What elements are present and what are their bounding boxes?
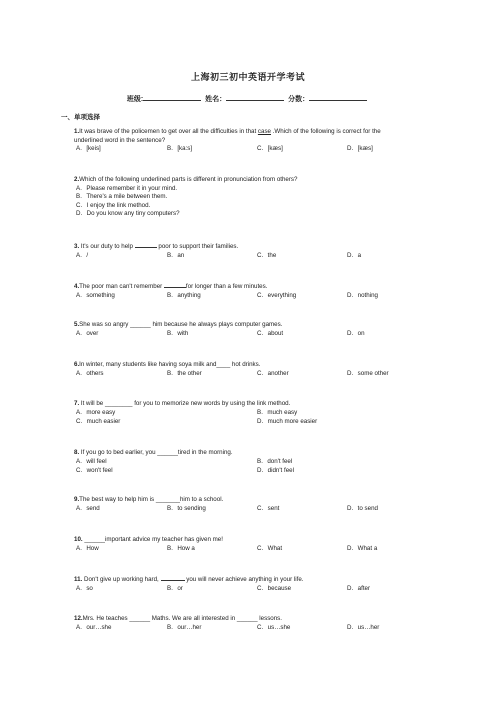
question-12: [74, 615, 404, 633]
option-d[interactable]: D．to send: [347, 504, 378, 512]
question-stem: [74, 615, 404, 624]
question-stem: [74, 282, 404, 292]
options: [74, 145, 404, 154]
question-stem: [74, 575, 404, 585]
option-a[interactable]: A．How: [76, 544, 99, 552]
option-b[interactable]: B．or: [167, 584, 183, 592]
option-d[interactable]: D．some other: [347, 369, 389, 377]
option-c[interactable]: C．won't feel: [76, 466, 113, 474]
question-stem: [74, 242, 404, 252]
option-d[interactable]: D．a: [347, 251, 362, 259]
option-d[interactable]: D．on: [347, 329, 365, 337]
option-d[interactable]: D．us…her: [347, 623, 380, 631]
option-a[interactable]: A．Please remember it in your mind.: [76, 184, 178, 192]
option-a[interactable]: A．will feel: [76, 457, 107, 465]
question-stem: [74, 176, 404, 185]
question-2: [74, 176, 404, 219]
question-number: 12.: [74, 615, 83, 622]
question-7: [74, 400, 404, 427]
option-d[interactable]: D．Do you know any tiny computers?: [76, 210, 180, 217]
option-b[interactable]: B．our…her: [167, 623, 202, 631]
question-number: 1.: [74, 128, 80, 135]
option-d[interactable]: D．after: [347, 584, 371, 592]
section-heading: 一、单项选择: [61, 114, 100, 121]
question-number: 10.: [74, 536, 83, 543]
question-stem: [74, 496, 404, 505]
question-number: 7.: [74, 400, 80, 407]
stem-text: ______important advice my teacher has given me!: [82, 536, 223, 543]
class-label: 班级:: [126, 96, 144, 103]
options-row-1: [74, 458, 404, 467]
question-9: [74, 496, 404, 514]
question-number: 2.: [74, 176, 80, 183]
options: [74, 624, 404, 633]
answer-blank: [164, 282, 186, 288]
option-c[interactable]: C．sent: [257, 504, 280, 512]
option-a[interactable]: A．our…she: [76, 623, 112, 631]
option-c[interactable]: C．much easier: [76, 417, 121, 425]
options-row-2: [74, 467, 404, 476]
option-a[interactable]: A．more easy: [76, 408, 116, 416]
question-stem: [74, 536, 404, 545]
stem-text: for longer than a few minutes.: [185, 283, 268, 290]
page-title: 上海初三初中英语开学考试: [190, 72, 305, 82]
option-a[interactable]: A．send: [76, 504, 100, 512]
options: [74, 292, 404, 301]
stem-text: It's our duty to help: [79, 243, 135, 250]
option-d[interactable]: D．[kæs]: [347, 145, 373, 152]
stem-text: Don't give up working hard,: [82, 576, 161, 583]
score-blank[interactable]: [309, 94, 367, 101]
stem-text: The best way to help him is _______him to a school.: [79, 496, 224, 503]
option-a[interactable]: A．over: [76, 329, 99, 337]
question-10: [74, 536, 404, 554]
stem-text: you will never achieve anything in your life.: [184, 576, 304, 583]
question-stem: [74, 128, 404, 145]
question-number: 9.: [74, 496, 80, 503]
options: [74, 585, 404, 594]
option-c[interactable]: C．about: [257, 329, 284, 337]
option-c[interactable]: C．the: [257, 251, 277, 259]
stem-text: Which of the following underlined parts is different in pronunciation from others?: [79, 176, 298, 183]
question-number: 4.: [74, 283, 80, 290]
option-b[interactable]: B．There's a mile between them.: [76, 193, 168, 200]
option-b[interactable]: B．anything: [167, 291, 201, 299]
question-number: 8.: [74, 449, 80, 456]
question-3: [74, 242, 404, 261]
option-b[interactable]: B．to sending: [167, 504, 206, 512]
question-number: 5.: [74, 321, 80, 328]
stem-text: .Which of the following is correct for the underlined word in the sentence?: [74, 128, 381, 144]
option-c[interactable]: C．What: [257, 544, 283, 552]
stem-text: It was brave of the policemen to get over all the difficulties in that: [79, 128, 258, 135]
question-number: 3.: [74, 243, 80, 250]
stem-text: She was so angry ______ him because he always plays computer games.: [79, 321, 283, 328]
option-c[interactable]: C．another: [257, 369, 289, 377]
option-a[interactable]: A．something: [76, 291, 115, 299]
option-b[interactable]: B．with: [167, 329, 189, 337]
stem-text: poor to support their families.: [156, 243, 239, 250]
option-b[interactable]: B．much easy: [257, 408, 298, 416]
option-b[interactable]: B．don't feel: [257, 457, 293, 465]
option-b[interactable]: B．the other: [167, 369, 202, 377]
answer-blank: [135, 242, 157, 248]
question-8: [74, 449, 404, 476]
question-stem: [74, 449, 404, 458]
question-4: [74, 282, 404, 301]
options: [74, 330, 404, 339]
stem-text: The poor man can't remember: [79, 283, 164, 290]
answer-blank: [161, 575, 185, 581]
name-label: 姓名：: [205, 96, 227, 103]
option-a[interactable]: A．[keis]: [76, 145, 101, 152]
option-b[interactable]: B．[ka:s]: [167, 145, 193, 152]
stem-text: If you go to bed earlier, you ______tired in the morning.: [79, 449, 233, 456]
option-a[interactable]: A．so: [76, 584, 93, 592]
stem-text: In winter, many students like having soya milk and____ hot drinks.: [79, 361, 261, 368]
option-c[interactable]: C．I enjoy the link method.: [76, 201, 151, 209]
option-c[interactable]: C．everything: [257, 291, 297, 299]
option-d[interactable]: D．much more easier: [257, 417, 318, 425]
class-blank[interactable]: [143, 94, 201, 101]
options-row-2: [74, 418, 404, 427]
option-c[interactable]: C．us…she: [257, 623, 291, 631]
question-stem: [74, 321, 404, 330]
question-5: [74, 321, 404, 339]
score-label: 分数：: [288, 96, 310, 103]
options: [74, 252, 404, 261]
question-6: [74, 361, 404, 379]
option-b[interactable]: B．an: [167, 251, 185, 259]
option-d[interactable]: D．What a: [347, 544, 378, 552]
question-1: [74, 128, 404, 154]
options: [74, 370, 404, 379]
option-c[interactable]: C．because: [257, 584, 292, 592]
options: [74, 545, 404, 554]
question-stem: [74, 361, 404, 370]
option-b[interactable]: B．How a: [167, 544, 195, 552]
option-a[interactable]: A．/: [76, 251, 89, 259]
option-d[interactable]: D．didn't feel: [257, 466, 294, 474]
stem-text: It will be ________ for you to memorize new words by using the link method.: [79, 400, 291, 407]
underlined-word: case: [257, 128, 271, 135]
student-info-line: [0, 94, 496, 104]
question-stem: [74, 400, 404, 409]
options-row-1: [74, 409, 404, 418]
question-number: 11.: [74, 576, 83, 583]
question-11: [74, 575, 404, 594]
option-a[interactable]: A．others: [76, 369, 104, 377]
question-number: 6.: [74, 361, 80, 368]
name-blank[interactable]: [226, 94, 284, 101]
option-c[interactable]: C．[kæs]: [257, 145, 283, 152]
option-d[interactable]: D．nothing: [347, 291, 378, 299]
options: [74, 505, 404, 514]
stem-text: Mrs. He teaches ______ Maths. We are all interested in ______ lessons.: [82, 615, 282, 622]
